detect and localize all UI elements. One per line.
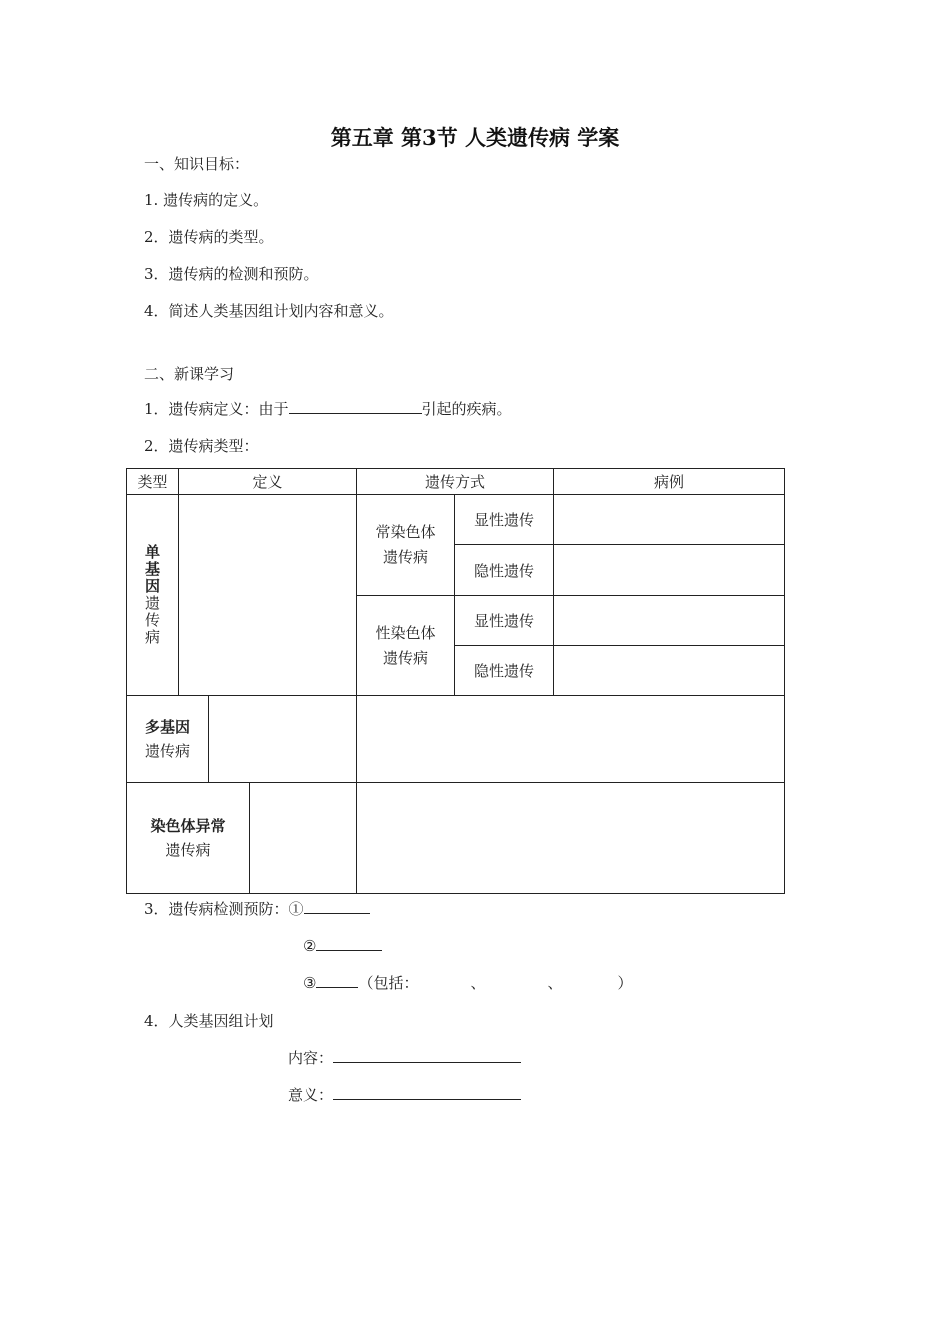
types-question: 2．遗传病类型：: [144, 437, 259, 455]
header-type: 类型: [127, 469, 179, 495]
content-blank[interactable]: [333, 1047, 521, 1063]
close-paren: ）: [617, 974, 633, 992]
section1-heading: 一、知识目标：: [144, 155, 250, 173]
polygenic-label: 多基因 遗传病: [127, 696, 209, 783]
single-gene-label: 单 基 因 遗 传 病: [127, 495, 179, 696]
sex-linked-dominant: 显性遗传: [455, 596, 554, 646]
prevention-blank-3[interactable]: [316, 972, 358, 988]
autosomal-recessive: 隐性遗传: [455, 545, 554, 596]
chromosomal-definition-cell[interactable]: [250, 783, 357, 894]
chromosomal-example-cell[interactable]: [357, 783, 785, 894]
sex-linked-dominant-example-cell[interactable]: [554, 596, 785, 646]
autosomal-label: 常染色体 遗传病: [357, 495, 455, 596]
objective-4: 4．简述人类基因组计划内容和意义。: [144, 302, 394, 320]
polygenic-example-cell[interactable]: [357, 696, 785, 783]
include-prefix: （包括：: [358, 974, 419, 992]
meaning-blank[interactable]: [333, 1084, 521, 1100]
header-definition: 定义: [179, 469, 357, 495]
content-label: 内容：: [288, 1049, 334, 1067]
polygenic-definition-cell[interactable]: [209, 696, 357, 783]
definition-prefix: 1．遗传病定义：由于: [144, 400, 289, 418]
autosomal-recessive-example-cell[interactable]: [554, 545, 785, 596]
disease-type-table: [126, 468, 785, 894]
definition-question: [144, 398, 512, 419]
autosomal-dominant: 显性遗传: [455, 495, 554, 545]
section2-heading: 二、新课学习: [144, 365, 235, 383]
autosomal-dominant-example-cell[interactable]: [554, 495, 785, 545]
header-inheritance: 遗传方式: [357, 469, 554, 495]
genome-project-label: 4．人类基因组计划: [144, 1012, 274, 1030]
marker-2: ②: [303, 937, 317, 955]
prevention-line-2: [303, 935, 382, 955]
page-title: 第五章 第3节 人类遗传病 学案: [330, 125, 620, 150]
sex-linked-recessive: 隐性遗传: [455, 646, 554, 696]
chromosomal-label: 染色体异常 遗传病: [127, 783, 250, 894]
prevention-line-3: [303, 972, 633, 993]
objective-2: 2．遗传病的类型。: [144, 228, 274, 246]
prevention-blank-2[interactable]: [316, 935, 382, 951]
marker-3: ③: [303, 974, 317, 992]
definition-suffix: 引起的疾病。: [421, 400, 512, 418]
single-gene-definition-cell[interactable]: [179, 495, 357, 696]
definition-blank[interactable]: [289, 398, 422, 414]
prevention-blank-1[interactable]: [304, 898, 370, 914]
marker-1: ①: [288, 900, 304, 918]
comma-1: 、: [470, 974, 486, 992]
prevention-label: 3．遗传病检测预防：: [144, 900, 289, 918]
header-examples: 病例: [554, 469, 785, 495]
objective-1: 1. 遗传病的定义。: [144, 191, 269, 209]
meaning-label: 意义：: [288, 1086, 334, 1104]
comma-2: 、: [547, 974, 563, 992]
objective-3: 3．遗传病的检测和预防。: [144, 265, 319, 283]
sex-linked-recessive-example-cell[interactable]: [554, 646, 785, 696]
prevention-line-1: [144, 898, 370, 919]
genome-meaning-line: [288, 1084, 521, 1105]
genome-content-line: [288, 1047, 521, 1068]
sex-linked-label: 性染色体 遗传病: [357, 596, 455, 696]
